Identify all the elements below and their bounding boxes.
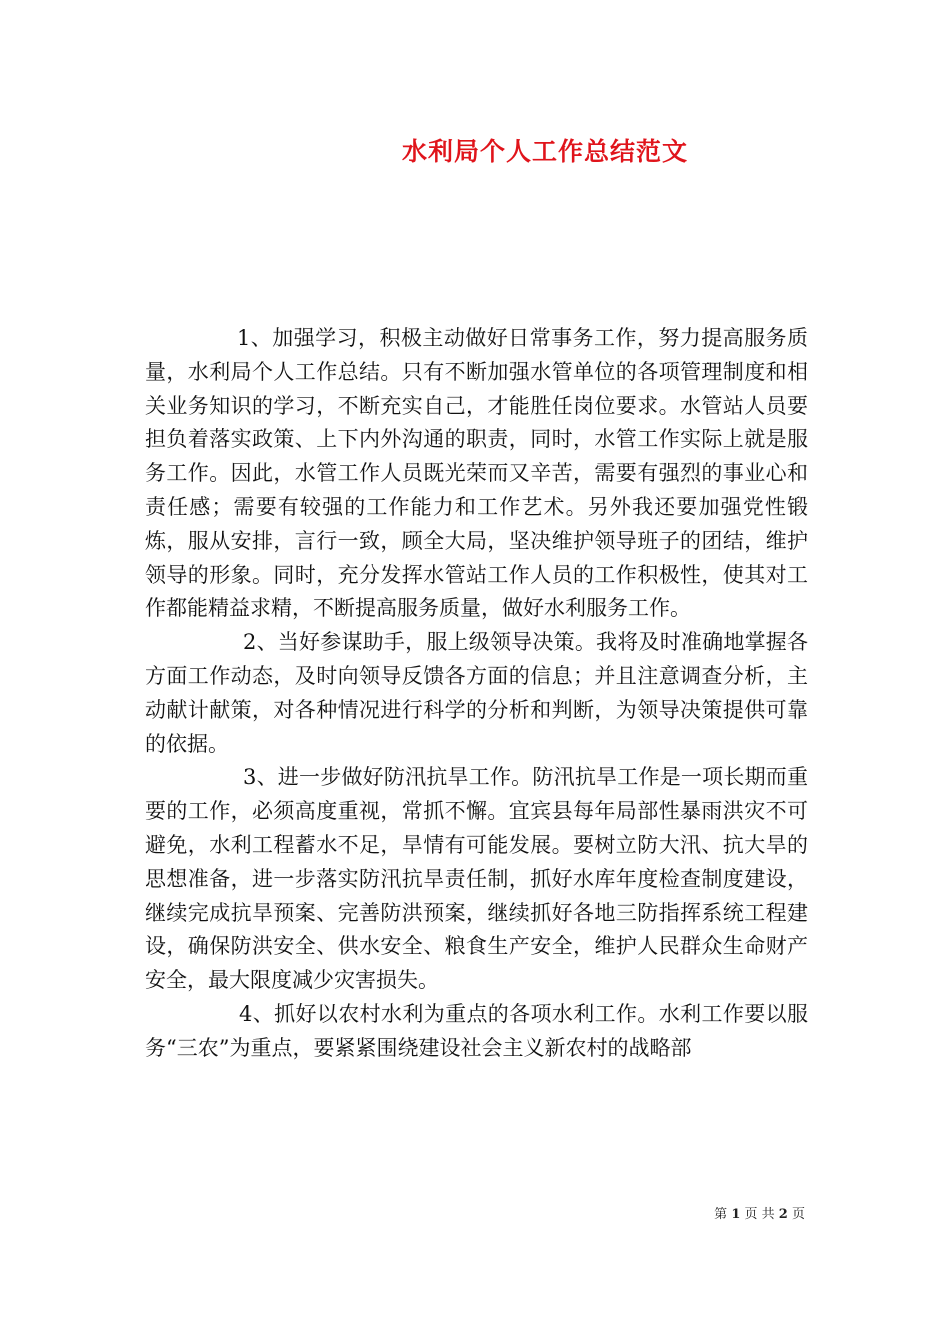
paragraph-2: 2、当好参谋助手，服上级领导决策。我将及时准确地掌握各方面工作动态，及时向领导反馈各方面的信息；并且注意调查分析，主动献计献策，对各种情况进行科学的分析和判断，为领导决策提供可靠的依据。 — [145, 630, 808, 756]
footer-middle: 页 共 — [744, 1207, 775, 1222]
page-number-footer — [714, 1203, 805, 1222]
footer-prefix: 第 — [714, 1207, 728, 1222]
total-pages-number: 2 — [778, 1207, 788, 1222]
current-page-number: 1 — [731, 1207, 741, 1222]
paragraph-4: 4、抓好以农村水利为重点的各项水利工作。水利工作要以服务“三农”为重点，要紧紧围绕建设社会主义新农村的战略部 — [145, 1001, 808, 1060]
paragraph-3: 3、进一步做好防汛抗旱工作。防汛抗旱工作是一项长期而重要的工作，必须高度重视，常抓不懈。宜宾县每年局部性暴雨洪灾不可避免，水利工程蓄水不足，旱情有可能发展。要树立防大汛、抗大旱的思想准备，进一步落实防汛抗旱责任制，抓好水库年度检查制度建设，继续完成抗旱预案、完善防洪预案，继续抓好各地三防指挥系统工程建设，确保防洪安全、供水安全、粮食生产安全，维护人民群众生命财产安全，最大限度减少灾害损失。 — [145, 765, 808, 993]
document-body — [145, 322, 808, 1066]
footer-suffix: 页 — [791, 1207, 805, 1222]
document-title: 水利局个人工作总结范文 — [401, 137, 688, 166]
paragraph-1: 1、加强学习，积极主动做好日常事务工作，努力提高服务质量，水利局个人工作总结。只有不断加强水管单位的各项管理制度和相关业务知识的学习，不断充实自己，才能胜任岗位要求。水管站人员要担负着落实政策、上下内外沟通的职责，同时，水管工作实际上就是服务工作。因此，水管工作人员既光荣而又辛苦，需要有强烈的事业心和责任感；需要有较强的工作能力和工作艺术。另外我还要加强党性锻炼，服从安排，言行一致，顾全大局，坚决维护领导班子的团结，维护领导的形象。同时，充分发挥水管站工作人员的工作积极性，使其对工作都能精益求精，不断提高服务质量，做好水利服务工作。 — [145, 326, 808, 621]
